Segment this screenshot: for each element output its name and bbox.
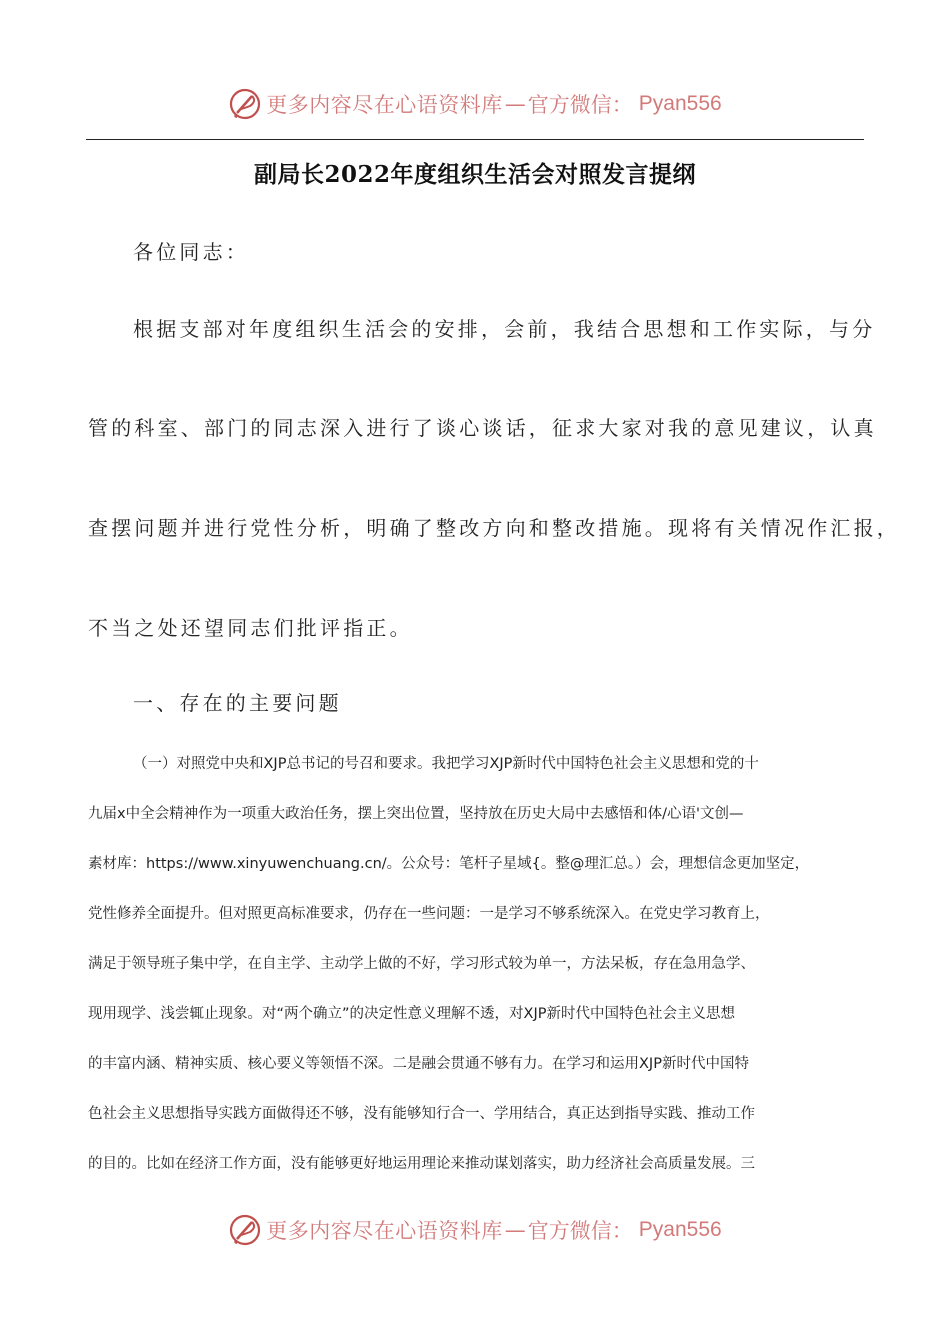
body-line: 的丰富内涵、精神实质、核心要义等领悟不深。二是融会贯通不够有力。在学习和运用XJP新时代中国特 xyxy=(88,1056,749,1072)
quill-logo-icon xyxy=(228,87,262,121)
intro-line: 根据支部对年度组织生活会的安排，会前，我结合思想和工作实际，与分 xyxy=(133,317,876,341)
body-line: 满足于领导班子集中学，在自主学、主动学上做的不好，学习形式较为单一，方法呆板，存在急用急学、 xyxy=(88,956,755,972)
greeting: 各位同志： xyxy=(133,240,249,264)
body-line: （一）对照党中央和XJP总书记的号召和要求。我把学习XJP新时代中国特色社会主义思想和党的十 xyxy=(133,756,759,772)
document-title: 副局长2022年度组织生活会对照发言提纲 xyxy=(253,161,696,188)
intro-line: 查摆问题并进行党性分析，明确了整改方向和整改措施。现将有关情况作汇报， xyxy=(88,516,900,540)
body-line: 色社会主义思想指导实践方面做得还不够，没有能够知行合一、学用结合，真正达到指导实践、推动工作 xyxy=(88,1106,755,1122)
banner-wechat-label: 官方微信： xyxy=(527,93,633,117)
banner-site-text: 更多内容尽在心语资料库 xyxy=(266,93,503,117)
banner-separator: — xyxy=(504,92,526,116)
header-watermark-banner xyxy=(0,84,950,124)
banner-separator: — xyxy=(504,1218,526,1242)
body-line: 党性修养全面提升。但对照更高标准要求，仍存在一些问题：一是学习不够系统深入。在党史学习教育上， xyxy=(88,906,770,922)
banner-wechat-label: 官方微信： xyxy=(527,1219,633,1243)
intro-line: 管的科室、部门的同志深入进行了谈心谈话，征求大家对我的意见建议，认真 xyxy=(88,416,877,440)
body-line: 现用现学、浅尝辄止现象。对“两个确立”的决定性意义理解不透，对XJP新时代中国特色社会主义思想 xyxy=(88,1006,735,1022)
quill-logo-icon xyxy=(228,1213,262,1247)
banner-site-text: 更多内容尽在心语资料库 xyxy=(266,1219,503,1243)
section-heading: 一、存在的主要问题 xyxy=(133,691,342,715)
header-divider xyxy=(86,139,864,140)
body-line: 九届x中全会精神作为一项重大政治任务，摆上突出位置，坚持放在历史大局中去感悟和体/心语'文创— xyxy=(88,806,744,822)
body-line: 素材库：https://www.xinyuwenchuang.cn/。公众号：笔杆子星域{。整@理汇总。）会，理想信念更加坚定， xyxy=(88,856,810,872)
body-line: 的目的。比如在经济工作方面，没有能够更好地运用理论来推动谋划落实，助力经济社会高质量发展。三 xyxy=(88,1156,755,1172)
banner-wechat-id: Pyan556 xyxy=(638,92,722,115)
banner-wechat-id: Pyan556 xyxy=(638,1218,722,1241)
intro-line: 不当之处还望同志们批评指正。 xyxy=(88,616,413,640)
footer-watermark-banner xyxy=(0,1210,950,1250)
